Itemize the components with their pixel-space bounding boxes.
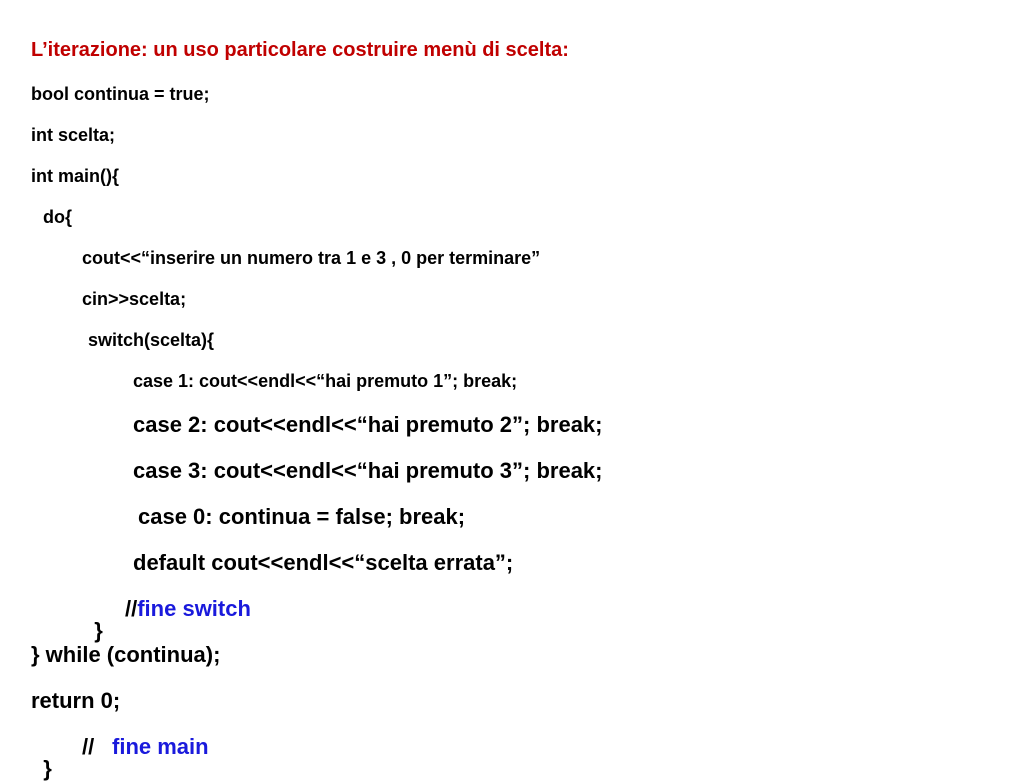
comment-text: fine switch [137, 596, 251, 621]
closing-brace: } [43, 756, 52, 781]
code-line-11: case 0: continua = false; break; [138, 504, 466, 529]
code-line-6: cin>>scelta; [82, 289, 187, 309]
switch-end-comment [125, 598, 251, 620]
code-line-10: case 3: cout<<endl<<“hai premuto 3”; break; [133, 458, 603, 483]
code-line-2: int scelta; [31, 125, 116, 145]
code-line-14: } while (continua); [31, 642, 221, 667]
closing-brace: } [94, 618, 103, 643]
main-end-comment: fine main [112, 734, 209, 759]
code-line-16 [31, 736, 52, 780]
code-line-4: do{ [43, 207, 72, 227]
code-line-8: case 1: cout<<endl<<“hai premuto 1”; break; [133, 371, 518, 391]
code-line-9: case 2: cout<<endl<<“hai premuto 2”; break; [133, 412, 603, 437]
code-line-12: default cout<<endl<<“scelta errata”; [133, 550, 514, 575]
code-line-7: switch(scelta){ [88, 330, 215, 350]
code-line-15: return 0; [31, 688, 121, 713]
slide-title: L’iterazione: un uso particolare costruire menù di scelta: [31, 39, 569, 61]
code-line-1: bool continua = true; [31, 84, 210, 104]
main-end-slashes: // [82, 734, 95, 759]
code-line-3: int main(){ [31, 166, 119, 186]
code-line-5: cout<<“inserire un numero tra 1 e 3 , 0 per terminare” [82, 248, 541, 268]
code-line-13 [82, 598, 103, 642]
comment-slashes: // [125, 596, 138, 621]
